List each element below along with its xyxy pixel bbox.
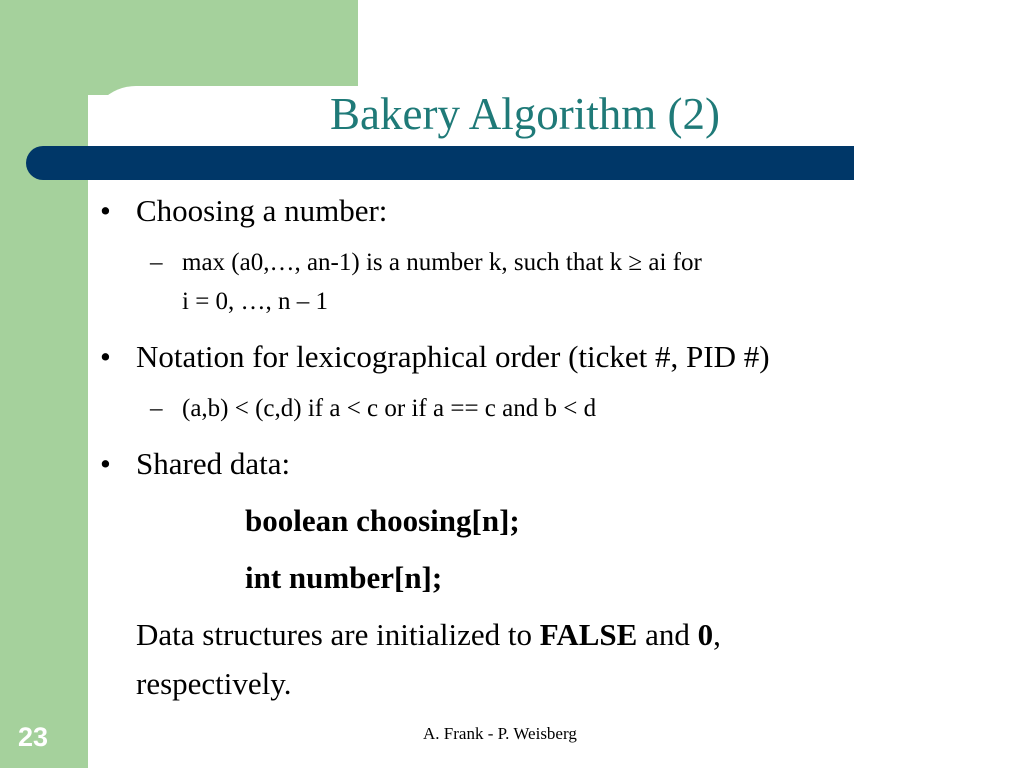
slide-title: Bakery Algorithm (2) xyxy=(330,89,720,139)
bullet-marker: • xyxy=(100,339,111,374)
title-underline-bar xyxy=(26,146,854,180)
slide-number: 23 xyxy=(18,722,49,752)
bullet-lexicographical-notation: Notation for lexicographical order (ticket #, PID #) xyxy=(136,339,770,374)
sub-bullet-max-definition xyxy=(182,249,702,277)
bullet-marker: • xyxy=(100,446,111,481)
initialization-note xyxy=(136,617,721,653)
note-suffix: , xyxy=(713,617,721,652)
sub-bullet-lexicographic-rule: (a,b) < (c,d) if a < c or if a == c and b < d xyxy=(182,395,597,422)
max-definition-text: max (a0,…, an-1) is a number k, such that k ≥ ai for xyxy=(182,249,702,276)
left-green-margin xyxy=(0,0,88,768)
bullet-shared-data: Shared data: xyxy=(136,446,291,481)
code-choosing-declaration: boolean choosing[n]; xyxy=(245,503,520,538)
code-number-declaration: int number[n]; xyxy=(245,560,443,595)
note-and: and xyxy=(637,617,698,652)
bullet-choosing-number: Choosing a number: xyxy=(136,193,388,228)
bullet-marker: • xyxy=(100,193,111,228)
note-false-value: FALSE xyxy=(539,617,638,652)
note-zero-value: 0 xyxy=(697,617,714,652)
initialization-note-line2: respectively. xyxy=(136,666,292,701)
note-prefix: Data structures are initialized to xyxy=(136,617,540,652)
sub-bullet-marker: – xyxy=(150,395,163,422)
sub-bullet-max-range xyxy=(182,288,328,316)
sub-bullet-marker: – xyxy=(150,249,163,276)
top-green-block xyxy=(0,0,358,95)
slide-footer-authors: A. Frank - P. Weisberg xyxy=(423,724,577,743)
max-range-text: i = 0, …, n – 1 xyxy=(182,288,329,315)
